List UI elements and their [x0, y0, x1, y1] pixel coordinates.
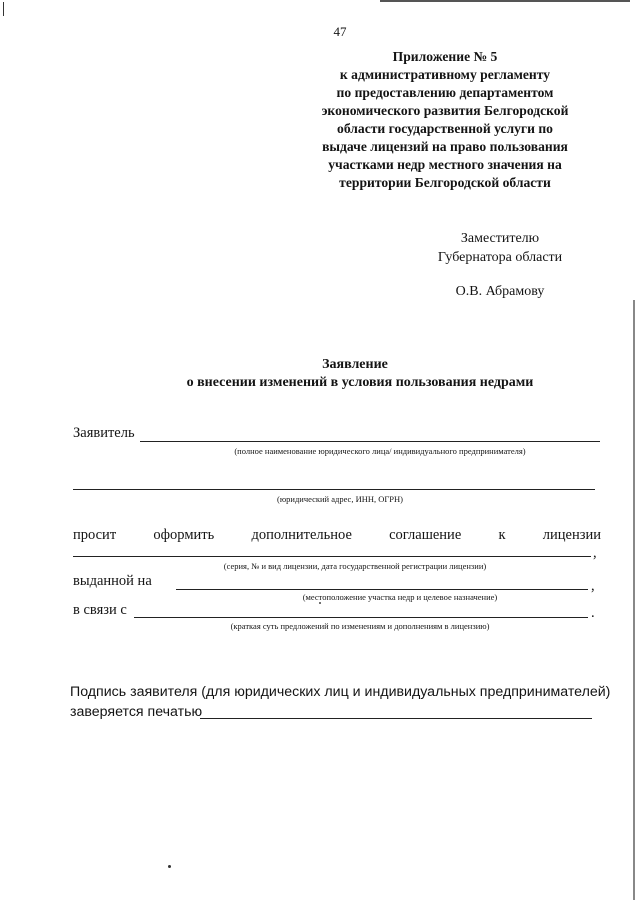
appendix-line: территории Белгородской области [339, 175, 551, 190]
appendix-line: к административному регламенту [339, 67, 551, 82]
addressee-block [410, 229, 590, 267]
issued-comma: , [591, 578, 595, 594]
request-word: оформить [153, 527, 215, 543]
reason-hint: (краткая суть предложений по изменениям и дополнениям в лицензию) [230, 621, 490, 631]
reason-label: в связи с [73, 602, 127, 618]
scan-dot [168, 865, 171, 868]
license-field[interactable] [73, 556, 591, 557]
applicant-field[interactable] [140, 441, 600, 442]
address-hint: (юридический адрес, ИНН, ОГРН) [276, 494, 403, 504]
applicant-label: Заявитель [73, 425, 135, 441]
applicant-hint: (полное наименование юридического лица/ индивидуального предпринимателя) [234, 446, 526, 456]
license-comma: , [593, 545, 597, 561]
scan-dot [319, 602, 321, 604]
reason-period: . [591, 605, 595, 621]
scan-border-right [633, 300, 635, 900]
request-word: соглашение [389, 527, 462, 543]
reason-field[interactable] [134, 617, 588, 618]
request-word: просит [73, 527, 117, 543]
addressee-name: О.В. Абрамову [455, 284, 545, 299]
issued-field[interactable] [176, 589, 588, 590]
addressee-line2: Губернатора области [437, 250, 563, 265]
appendix-line: по предоставлению департаментом [336, 85, 554, 100]
appendix-line: участками недр местного значения на [328, 157, 562, 172]
request-word: к [498, 527, 506, 543]
appendix-line: экономического развития Белгородской [321, 103, 569, 118]
signature-line1: Подпись заявителя (для юридических лиц и индивидуальных предпринимателей) [70, 684, 611, 700]
scan-border-top [380, 0, 630, 2]
appendix-line: выдаче лицензий на право пользования [322, 139, 568, 154]
appendix-block [290, 48, 600, 192]
appendix-title: Приложение № 5 [392, 49, 498, 64]
signature-label: заверяется печатью [70, 704, 203, 720]
appendix-line: области государственной услуги по [337, 121, 553, 136]
request-word: лицензии [542, 527, 601, 543]
statement-subtitle: о внесении изменений в условия пользования недрами [186, 375, 534, 390]
page-number: 47 [333, 24, 347, 39]
scan-mark-left [3, 2, 4, 16]
location-hint: (местоположение участка недр и целевое назначение) [302, 592, 498, 602]
license-hint: (серия, № и вид лицензии, дата государственной регистрации лицензии) [223, 561, 487, 571]
signature-field[interactable] [200, 718, 592, 719]
issued-label: выданной на [73, 573, 152, 589]
address-field[interactable] [73, 489, 595, 490]
request-word: дополнительное [251, 527, 352, 543]
statement-title: Заявление [322, 357, 388, 372]
request-line [73, 527, 601, 544]
addressee-line1: Заместителю [460, 231, 540, 246]
